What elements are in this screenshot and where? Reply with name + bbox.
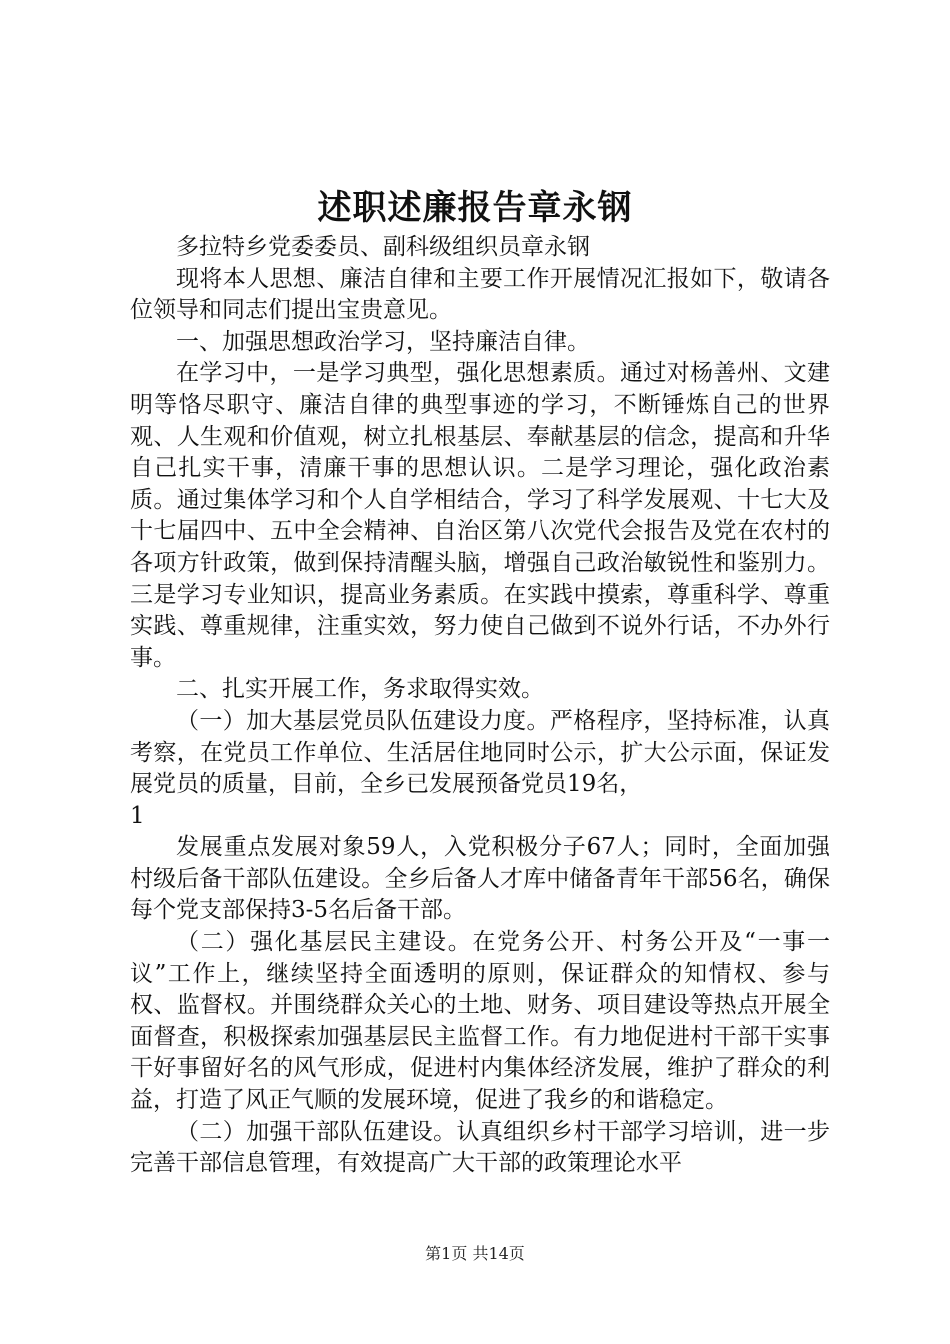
section-heading-1: 一、加强思想政治学习，坚持廉洁自律。 [176, 328, 590, 355]
body-paragraph: （二）强化基层民主建设。在党务公开、村务公开及“一事一议”工作上，继续坚持全面透明的原则，保证群众的知情权、参与权、监督权。并围绕群众关心的土地、财务、项目建设等热点开展全面督查，积极探索加强基层民主监督工作。有力地促进村干部干实事干好事留好名的风气形成，促进村内集体经济发展，维护了群众的利益，打造了风正气顺的发展环境，促进了我乡的和谐稳定。 [130, 929, 830, 1114]
author-line: 多拉特乡党委委员、副科级组织员章永钢 [176, 234, 590, 260]
intro-paragraph: 现将本人思想、廉洁自律和主要工作开展情况汇报如下，敬请各位领导和同志们提出宝贵意见。 [130, 265, 830, 324]
stray-number: 1 [130, 802, 145, 829]
page-footer: 第1页 共14页 [425, 1244, 525, 1263]
body-paragraph: （二）加强干部队伍建设。认真组织乡村干部学习培训，进一步完善干部信息管理，有效提高广大干部的政策理论水平 [130, 1118, 830, 1177]
body-paragraph: （一）加大基层党员队伍建设力度。严格程序，坚持标准，认真考察，在党员工作单位、生活居住地同时公示，扩大公示面，保证发展党员的质量，目前，全乡已发展预备党员19名， [130, 707, 830, 798]
section-heading-2: 二、扎实开展工作，务求取得实效。 [176, 676, 544, 703]
document-title: 述职述廉报告章永钢 [317, 188, 633, 228]
body-paragraph: 在学习中，一是学习典型，强化思想素质。通过对杨善州、文建明等恪尽职守、廉洁自律的典型事迹的学习，不断锤炼自己的世界观、人生观和价值观，树立扎根基层、奉献基层的信念，提高和升华自己扎实干事，清廉干事的思想认识。二是学习理论，强化政治素质。通过集体学习和个人自学相结合，学习了科学发展观、十七大及十七届四中、五中全会精神、自治区第八次党代会报告及党在农村的各项方针政策，做到保持清醒头脑，增强自己政治敏锐性和鉴别力。三是学习专业知识，提高业务素质。在实践中摸索，尊重科学、尊重实践、尊重规律，注重实效，努力使自己做到不说外行话，不办外行事。 [130, 360, 830, 671]
body-paragraph: 发展重点发展对象59人，入党积极分子67人；同时，全面加强村级后备干部队伍建设。全乡后备人才库中储备青年干部56名，确保每个党支部保持3-5名后备干部。 [130, 834, 830, 924]
document-body [130, 232, 830, 1180]
